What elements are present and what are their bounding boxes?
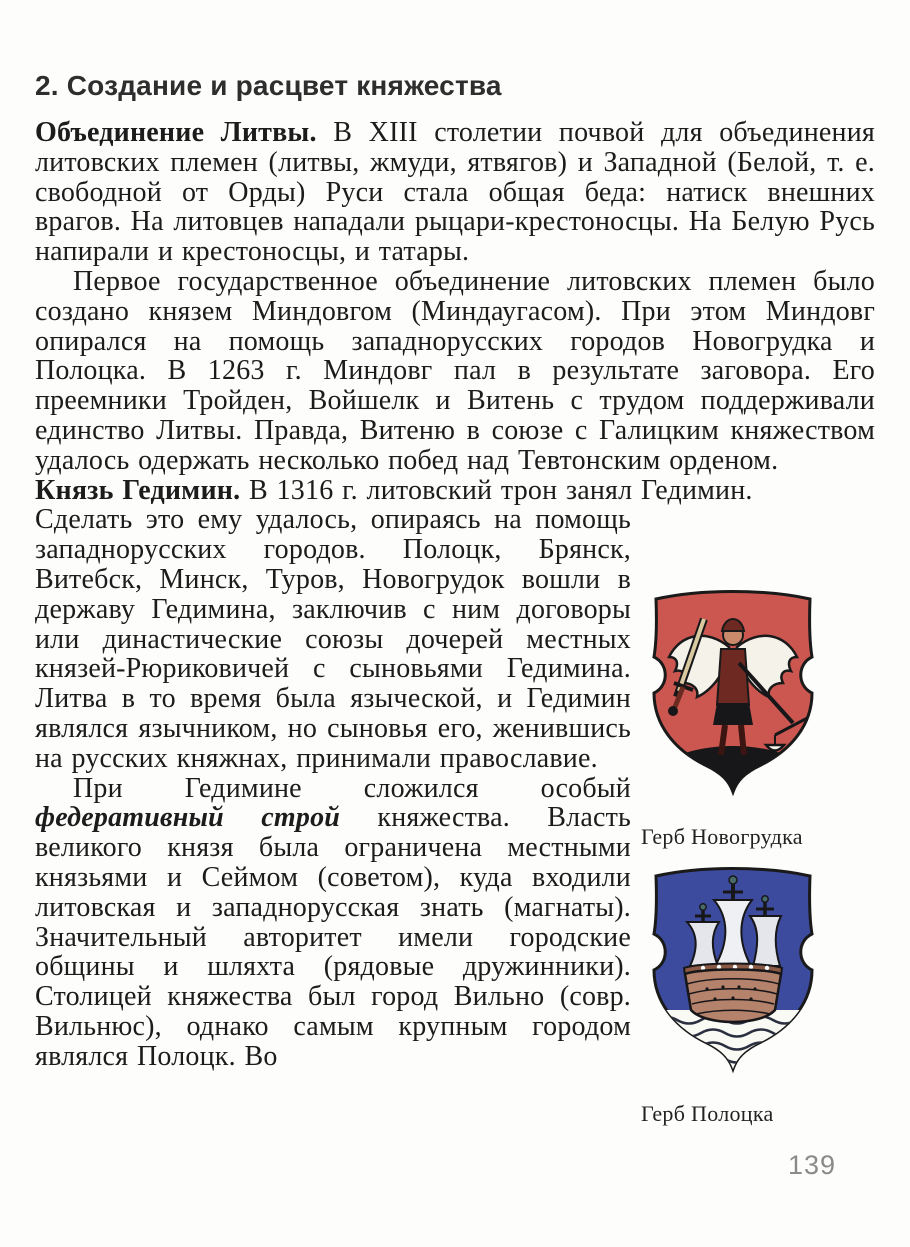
paragraph-text: В XIII столетии почвой для объединения литовских племен (литвы, жмуди, ятвягов) и Западной (Белой, т. е. свободной от Орды) Руси стала общая беда: натиск внешних врагов. На литовцев нападали рыцари-крестоносцы. На Белую Русь напирали и крестоносцы, и татары. — [35, 117, 875, 268]
paragraph-text: При Гедимине сложился особый — [73, 772, 631, 804]
figure-caption-polotsk: Герб Полоцка — [641, 1101, 774, 1126]
paragraph-text: княжества. Власть великого князя была ограничена местными князьями и Сеймом (советом), куда входили литовская и западнорусская знать (магнаты). Значительный авторитет имели городские общины и шляхта (рядовые дружинники). Столицей княжества был город Вильно (совр. Вильнюс), однако самым крупным городом являлся Полоцк. Во — [35, 802, 631, 1072]
italic-term-federative: федеративный строй — [35, 802, 341, 834]
paragraph-gedimin-rest: Сделать это ему удалось, опираясь на помощь западнорусских городов. Полоцк, Брянск, Витебск, Минск, Туров, Новогрудок вошли в державу Гедимина, заключив с ним договоры или династические союзы дочерей местных князей-Рюриковичей с сыновьями Гедимина. Литва в то время была языческой, и Гедимин являлся язычником, но сыновья его, женившись на русских княжнах, принимали православие. — [35, 504, 631, 774]
paragraph-lead-unification: Объединение Литвы. — [35, 117, 317, 148]
paragraph-gedimin-firstline — [35, 476, 875, 506]
novogrudok-coat-of-arms-icon — [641, 583, 825, 807]
paragraph-text: В 1316 г. литовский трон занял Гедимин. — [240, 474, 753, 506]
figure-novogrudok-coat-of-arms — [641, 583, 831, 850]
paragraph-mindovg: Первое государственное объединение литовских племен было создано князем Миндовгом (Миндаугасом). При этом Миндовг опирался на помощь западнорусских городов Новогрудка и Полоцка. В 1263 г. Миндовг пал в результате заговора. Его преемники Тройден, Войшелк и Витень с трудом поддерживали единство Литвы. Правда, Витеню в союзе с Галицким княжеством удалось одержать несколько побед над Тевтонским орденом. — [35, 265, 875, 476]
figure-caption-novogrudok: Герб Новогрудка — [641, 824, 803, 849]
paragraph-federative-system — [35, 774, 631, 1072]
section-heading: 2. Создание и расцвет княжества — [35, 70, 502, 101]
paragraph-lead-gedimin: Князь Гедимин. — [35, 474, 241, 506]
figure-polotsk-coat-of-arms — [641, 860, 831, 1127]
page-number: 139 — [788, 1150, 837, 1180]
paragraph-unification-of-lithuania — [35, 118, 875, 267]
polotsk-coat-of-arms-icon — [641, 860, 825, 1084]
